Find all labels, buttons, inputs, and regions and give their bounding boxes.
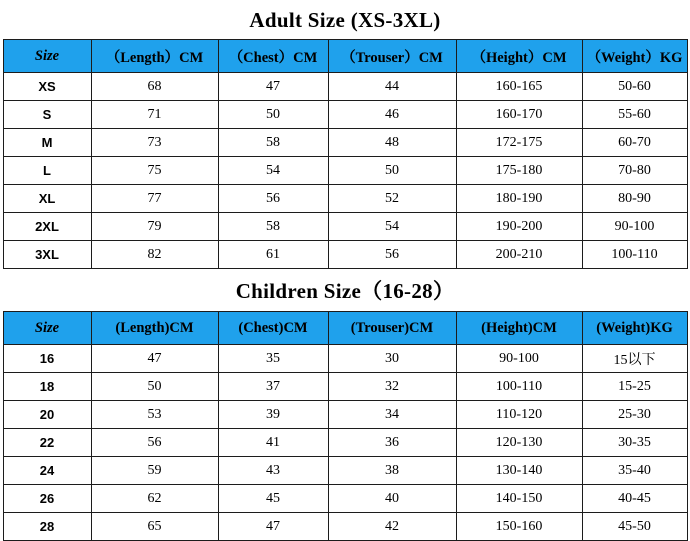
cell-size: 3XL	[3, 241, 91, 269]
table-row	[3, 101, 687, 129]
children-header-length: (Length)CM	[91, 312, 218, 345]
cell-size: XS	[3, 73, 91, 101]
table-row	[3, 373, 687, 401]
cell-length: 53	[91, 401, 218, 429]
cell-weight: 50-60	[582, 73, 687, 101]
cell-length: 56	[91, 429, 218, 457]
cell-length: 73	[91, 129, 218, 157]
cell-weight: 55-60	[582, 101, 687, 129]
cell-size: 20	[3, 401, 91, 429]
cell-size: L	[3, 157, 91, 185]
cell-trouser: 34	[328, 401, 456, 429]
adult-size-table	[3, 39, 688, 269]
cell-length: 82	[91, 241, 218, 269]
cell-height: 90-100	[456, 345, 582, 373]
cell-size: 18	[3, 373, 91, 401]
cell-trouser: 52	[328, 185, 456, 213]
cell-trouser: 32	[328, 373, 456, 401]
table-row	[3, 401, 687, 429]
children-header-height: (Height)CM	[456, 312, 582, 345]
adult-table-head	[3, 40, 687, 73]
cell-chest: 47	[218, 73, 328, 101]
cell-size: 22	[3, 429, 91, 457]
cell-chest: 41	[218, 429, 328, 457]
cell-length: 65	[91, 513, 218, 541]
table-row	[3, 213, 687, 241]
cell-length: 47	[91, 345, 218, 373]
cell-weight: 70-80	[582, 157, 687, 185]
cell-weight: 45-50	[582, 513, 687, 541]
cell-weight: 30-35	[582, 429, 687, 457]
adult-header-height: （Height）CM	[456, 40, 582, 73]
cell-size: S	[3, 101, 91, 129]
adult-header-trouser: （Trouser）CM	[328, 40, 456, 73]
cell-size: M	[3, 129, 91, 157]
cell-length: 50	[91, 373, 218, 401]
cell-length: 79	[91, 213, 218, 241]
cell-length: 59	[91, 457, 218, 485]
cell-trouser: 42	[328, 513, 456, 541]
cell-length: 71	[91, 101, 218, 129]
children-header-chest: (Chest)CM	[218, 312, 328, 345]
cell-trouser: 40	[328, 485, 456, 513]
table-row	[3, 429, 687, 457]
cell-weight: 15-25	[582, 373, 687, 401]
adult-size-title: Adult Size (XS-3XL)	[249, 8, 441, 32]
cell-size: 28	[3, 513, 91, 541]
cell-height: 130-140	[456, 457, 582, 485]
table-row	[3, 129, 687, 157]
cell-chest: 43	[218, 457, 328, 485]
cell-trouser: 44	[328, 73, 456, 101]
adult-header-length: （Length）CM	[91, 40, 218, 73]
table-row	[3, 345, 687, 373]
children-table-head	[3, 312, 687, 345]
cell-chest: 45	[218, 485, 328, 513]
table-row	[3, 241, 687, 269]
children-size-table	[3, 311, 688, 541]
cell-size: 2XL	[3, 213, 91, 241]
cell-trouser: 38	[328, 457, 456, 485]
cell-chest: 47	[218, 513, 328, 541]
cell-chest: 35	[218, 345, 328, 373]
adult-header-chest: （Chest）CM	[218, 40, 328, 73]
table-row	[3, 485, 687, 513]
table-row	[3, 73, 687, 101]
table-row	[3, 457, 687, 485]
cell-trouser: 56	[328, 241, 456, 269]
table-row	[3, 513, 687, 541]
cell-length: 75	[91, 157, 218, 185]
cell-size: XL	[3, 185, 91, 213]
cell-chest: 50	[218, 101, 328, 129]
cell-height: 180-190	[456, 185, 582, 213]
cell-weight: 15以下	[582, 345, 687, 373]
children-header-weight: (Weight)KG	[582, 312, 687, 345]
cell-trouser: 36	[328, 429, 456, 457]
cell-height: 200-210	[456, 241, 582, 269]
cell-height: 140-150	[456, 485, 582, 513]
cell-size: 16	[3, 345, 91, 373]
cell-height: 120-130	[456, 429, 582, 457]
cell-chest: 56	[218, 185, 328, 213]
children-header-trouser: (Trouser)CM	[328, 312, 456, 345]
children-header-size: Size	[3, 312, 91, 345]
cell-trouser: 54	[328, 213, 456, 241]
children-table-body	[3, 345, 687, 541]
cell-length: 62	[91, 485, 218, 513]
cell-trouser: 46	[328, 101, 456, 129]
adult-header-size: Size	[3, 40, 91, 73]
cell-height: 150-160	[456, 513, 582, 541]
cell-height: 100-110	[456, 373, 582, 401]
cell-weight: 90-100	[582, 213, 687, 241]
cell-chest: 39	[218, 401, 328, 429]
adult-table-body	[3, 73, 687, 269]
cell-length: 68	[91, 73, 218, 101]
cell-weight: 80-90	[582, 185, 687, 213]
cell-chest: 58	[218, 129, 328, 157]
table-header-row	[3, 312, 687, 345]
cell-trouser: 50	[328, 157, 456, 185]
cell-chest: 61	[218, 241, 328, 269]
cell-length: 77	[91, 185, 218, 213]
cell-weight: 100-110	[582, 241, 687, 269]
cell-height: 190-200	[456, 213, 582, 241]
cell-size: 24	[3, 457, 91, 485]
cell-height: 160-165	[456, 73, 582, 101]
table-header-row	[3, 40, 687, 73]
cell-weight: 35-40	[582, 457, 687, 485]
cell-height: 175-180	[456, 157, 582, 185]
table-row	[3, 185, 687, 213]
cell-chest: 58	[218, 213, 328, 241]
cell-height: 160-170	[456, 101, 582, 129]
cell-weight: 40-45	[582, 485, 687, 513]
children-size-title: Children Size（16-28）	[235, 279, 455, 303]
cell-chest: 54	[218, 157, 328, 185]
cell-trouser: 30	[328, 345, 456, 373]
cell-height: 172-175	[456, 129, 582, 157]
adult-header-weight: （Weight）KG	[582, 40, 687, 73]
cell-size: 26	[3, 485, 91, 513]
table-row	[3, 157, 687, 185]
cell-height: 110-120	[456, 401, 582, 429]
cell-weight: 25-30	[582, 401, 687, 429]
cell-trouser: 48	[328, 129, 456, 157]
cell-chest: 37	[218, 373, 328, 401]
cell-weight: 60-70	[582, 129, 687, 157]
